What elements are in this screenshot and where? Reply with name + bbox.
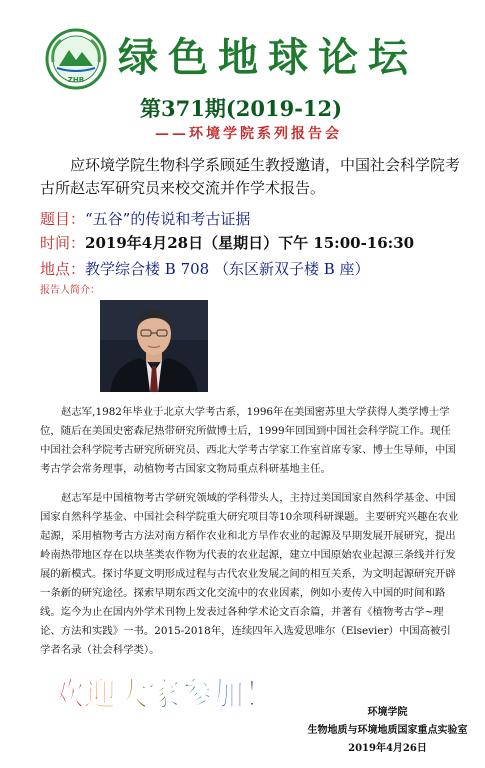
speaker-photo: [100, 300, 208, 392]
topic-value: “五谷”的传说和考古证据: [85, 210, 251, 228]
intro-paragraph: 应环境学院生物科学系顾延生教授邀请，中国社会科学院考古所赵志军研究员来校交流并作学术报告。: [40, 156, 461, 197]
welcome-text: 欢迎大家参加！: [52, 675, 277, 713]
series-subtitle: ——环境学院系列报告会: [155, 126, 342, 142]
time-value: 2019年4月28日（星期日）下午 15:00-16:30: [85, 234, 415, 252]
notice-date: 2019年4月26日: [348, 743, 427, 754]
zhb-logo-icon: [45, 28, 107, 90]
lab-name: 生物地质与环境地质国家重点实验室: [307, 725, 468, 736]
speaker-heading: 报告人简介：: [40, 285, 100, 296]
place-line: [40, 258, 460, 280]
topic-label: 题目：: [40, 210, 86, 228]
school-name: 环境学院: [367, 707, 408, 718]
topic-line: [40, 208, 460, 230]
forum-title: 绿色地球论坛: [118, 34, 418, 81]
logo-text: ZHB: [67, 76, 85, 84]
place-label: 地点：: [40, 260, 86, 278]
place-value: 教学综合楼 B 708 （东区新双子楼 B 座）: [85, 260, 370, 278]
bio-paragraph-2: 赵志军是中国植物考古学研究领域的学科带头人，主持过美国国家自然科学基金、中国国家自然科学基金、中国社会科学院重大研究项目等10余项科研课题。主要研究兴趣在农业起源，采用植物考古方法对南方稻作农业和北方旱作农业的起源及早期发展开展研究，提出岭南热带地区存在以块茎类农作物为代表的农业起源，建立中国原始农业起源三条线并行发展的新模式。探讨华夏文明形成过程与古代农业发展之间的相互关系，为文明起源研究开辟一条新的研究途径。探索早期东西文化交流中的农业因素，例如小麦传入中国的时间和路线。迄今为止在国内外学术刊物上发表过各种学术论文百余篇，并著有《植物考古学~理论、方法和实践》一书。2015-2018年，连续四年入选爱思唯尔（Elsevier）中国高被引学者名录（社会科学类）。: [40, 492, 459, 656]
time-line: [40, 232, 460, 254]
bio-paragraph-1: 赵志军,1982年毕业于北京大学考古系，1996年在美国密苏里大学获得人类学博士学位，随后在美国史密森尼热带研究所做博士后，1999年回国到中国社会科学院工作。现任中国社会科学院考古研究所研究员、西北大学考古学家工作室首席专家、博士生导师，中国考古学会常务理事，动植物考古国家文物局重点科研基地主任。: [40, 406, 456, 475]
issue-number: 第371期(2019-12): [140, 96, 343, 121]
welcome-banner: [48, 670, 308, 715]
time-label: 时间：: [40, 234, 86, 252]
